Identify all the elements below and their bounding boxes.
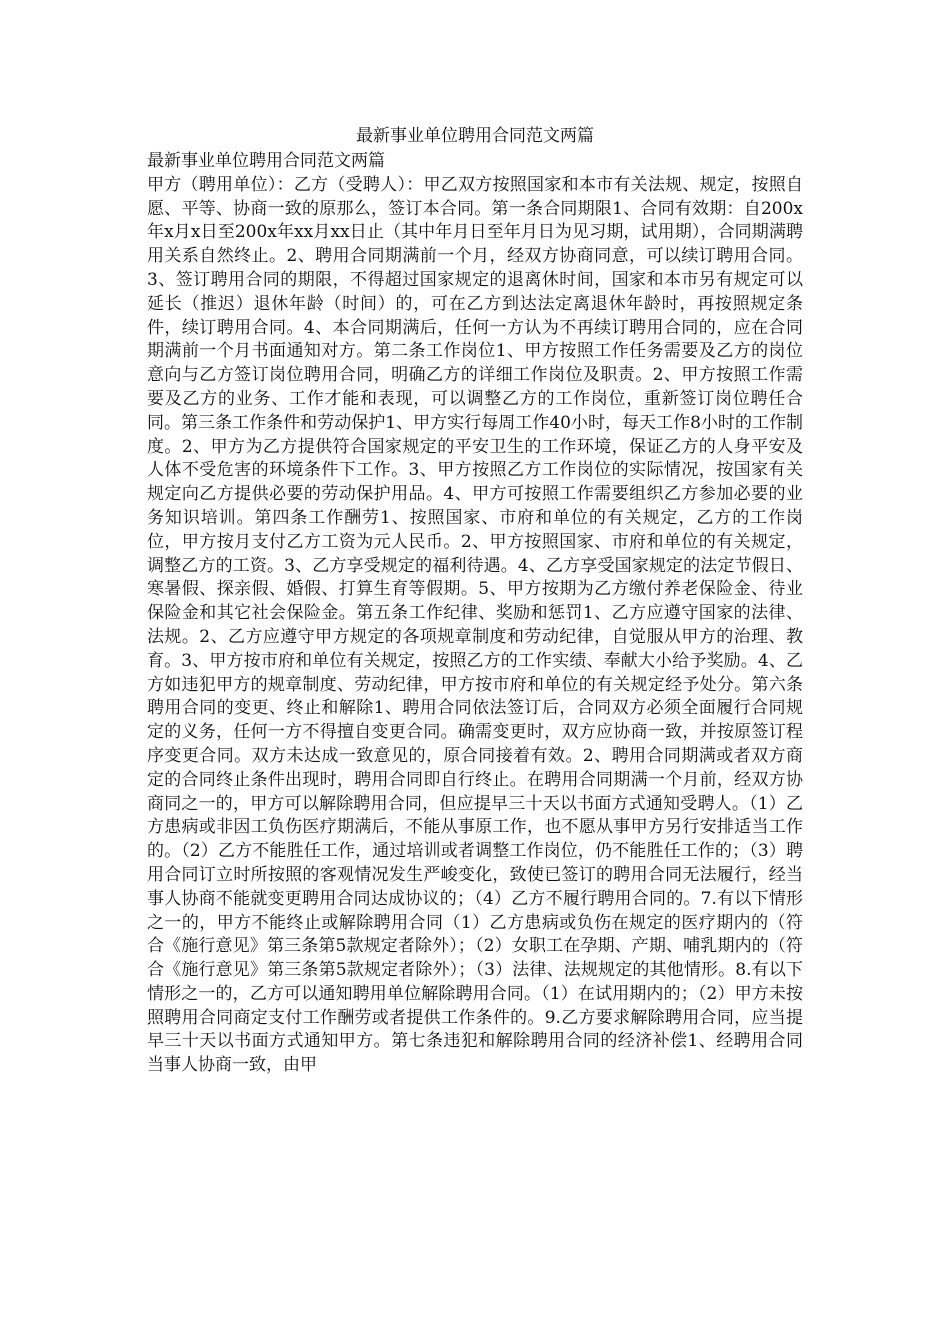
contract-text: 甲方（聘用单位）：乙方（受聘人）：甲乙双方按照国家和本市有关法规、规定，按照自愿、平等、协商一致的原那么，签订本合同。第一条合同期限1、合同有效期：自200x年x月x日至200x年xx月xx日止（其中年月日至年月日为见习期，试用期），合同期满聘用关系自然终止。2、聘用合同期满前一个月，经双方协商同意，可以续订聘用合同。3、签订聘用合同的期限，不得超过国家规定的退离休时间，国家和本市另有规定可以延长（推迟）退休年龄（时间）的，可在乙方到达法定离退休年龄时，再按照规定条件，续订聘用合同。4、本合同期满后，任何一方认为不再续订聘用合同的，应在合同期满前一个月书面通知对方。第二条工作岗位1、甲方按照工作任务需要及乙方的岗位意向与乙方签订岗位聘用合同，明确乙方的详细工作岗位及职责。2、甲方按照工作需要及乙方的业务、工作才能和表现，可以调整乙方的工作岗位，重新签订岗位聘任合同。第三条工作条件和劳动保护1、甲方实行每周工作40小时，每天工作8小时的工作制度。2、甲方为乙方提供符合国家规定的平安卫生的工作环境，保证乙方的人身平安及人体不受危害的环境条件下工作。3、甲方按照乙方工作岗位的实际情况，按国家有关规定向乙方提供必要的劳动保护用品。4、甲方可按照工作需要组织乙方参加必要的业务知识培训。第四条工作酬劳1、按照国家、市府和单位的有关规定，乙方的工作岗位，甲方按月支付乙方工资为元人民币。2、甲方按照国家、市府和单位的有关规定，调整乙方的工资。3、乙方享受规定的福利待遇。4、乙方享受国家规定的法定节假日、寒暑假、探亲假、婚假、打算生育等假期。5、甲方按期为乙方缴付养老保险金、待业保险金和其它社会保险金。第五条工作纪律、奖励和惩罚1、乙方应遵守国家的法律、法规。2、乙方应遵守甲方规定的各项规章制度和劳动纪律，自觉服从甲方的治理、教育。3、甲方按市府和单位有关规定，按照乙方的工作实绩、奉献大小给予奖励。4、乙方如违犯甲方的规章制度、劳动纪律，甲方按市府和单位的有关规定经予处分。第六条聘用合同的变更、终止和解除1、聘用合同依法签订后，合同双方必须全面履行合同规定的义务，任何一方不得擅自变更合同。确需变更时，双方应协商一致，并按原签订程序变更合同。双方未达成一致意见的，原合同接着有效。2、聘用合同期满或者双方商定的合同终止条件出现时，聘用合同即自行终止。在聘用合同期满一个月前，经双方协商同之一的，甲方可以解除聘用合同，但应提早三十天以书面方式通知受聘人。（1）乙方患病或非因工负伤医疗期满后，不能从事原工作，也不愿从事甲方另行安排适当工作的。（2）乙方不能胜任工作，通过培训或者调整工作岗位，仍不能胜任工作的；（3）聘用合同订立时所按照的客观情况发生严峻变化，致使已签订的聘用合同无法履行，经当事人协商不能就变更聘用合同达成协议的；（4）乙方不履行聘用合同的。7.有以下情形之一的，甲方不能终止或解除聘用合同（1）乙方患病或负伤在规定的医疗期内的（符合《施行意见》第三条第5款规定者除外）；（2）女职工在孕期、产期、哺乳期内的（符合《施行意见》第三条第5款规定者除外）；（3）法律、法规规定的其他情形。8.有以下情形之一的，乙方可以通知聘用单位解除聘用合同。（1）在试用期内的；（2）甲方未按照聘用合同商定支付工作酬劳或者提供工作条件的。9.乙方要求解除聘用合同，应当提早三十天以书面方式通知甲方。第七条违犯和解除聘用合同的经济补偿1、经聘用合同当事人协商一致，由甲: [147, 174, 803, 1076]
document-body: [147, 150, 803, 1078]
document-subtitle: 最新事业单位聘用合同范文两篇: [147, 151, 385, 171]
document-title: 最新事业单位聘用合同范文两篇: [356, 126, 594, 146]
